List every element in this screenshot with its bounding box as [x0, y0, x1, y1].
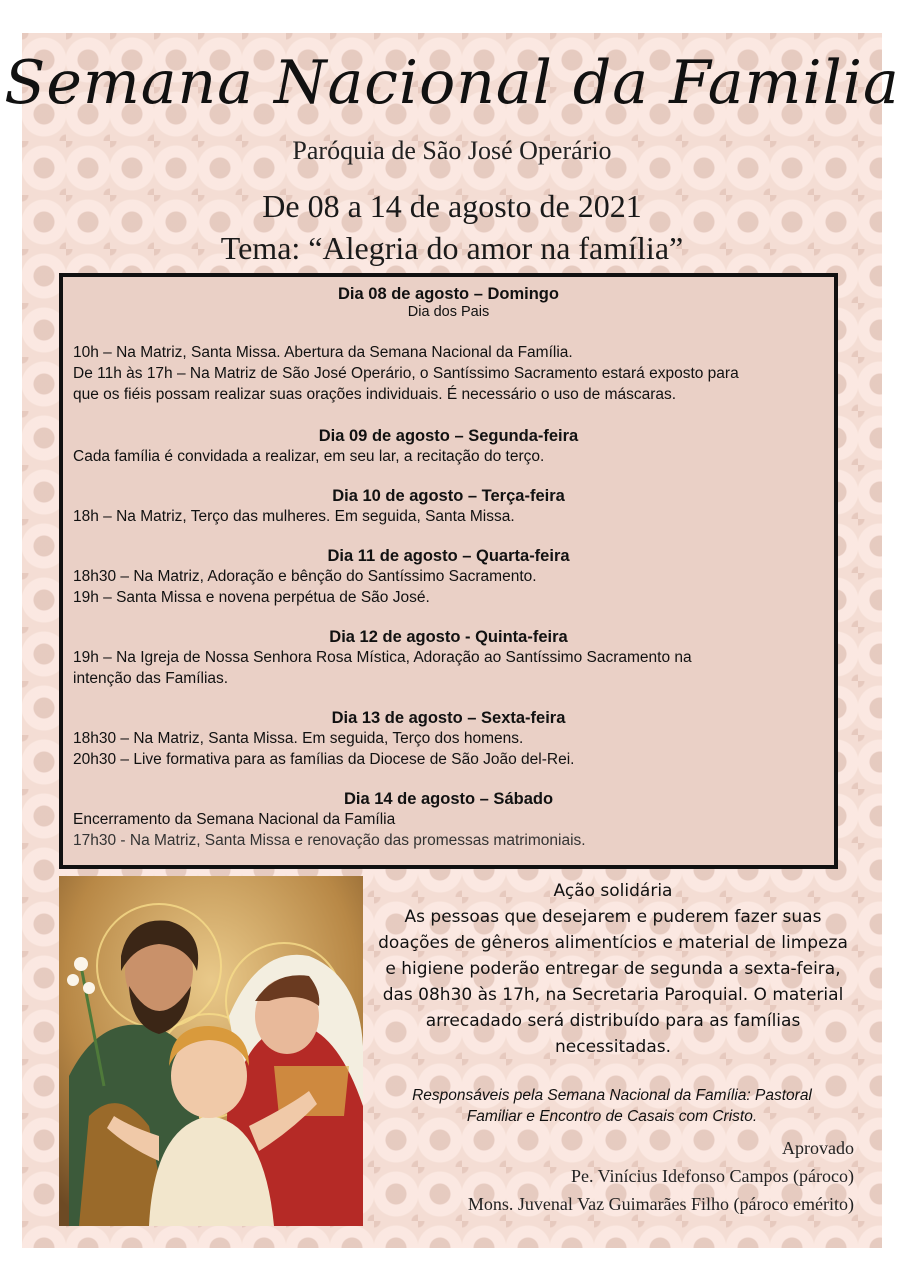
approval-label: Aprovado: [782, 1138, 854, 1158]
approver-name: Mons. Juvenal Vaz Guimarães Filho (pároco emérito): [467, 1194, 854, 1214]
solidarity-line: das 08h30 às 17h, na Secretaria Paroquial. O material: [382, 985, 844, 1005]
day-11: [63, 527, 834, 608]
schedule-line: De 11h às 17h – Na Matriz de São José Operário, o Santíssimo Sacramento estará exposto para: [73, 365, 739, 382]
day-13: [63, 689, 834, 770]
solidarity-line: As pessoas que desejarem e puderem fazer suas: [404, 907, 822, 927]
day-heading: Dia 14 de agosto – Sábado: [343, 790, 554, 808]
schedule-line: Cada família é convidada a realizar, em seu lar, a recitação do terço.: [73, 448, 545, 465]
responsible-line: Responsáveis pela Semana Nacional da Família: Pastoral: [412, 1087, 812, 1104]
schedule-line: 18h – Na Matriz, Terço das mulheres. Em seguida, Santa Missa.: [73, 508, 515, 525]
day-heading: Dia 10 de agosto – Terça-feira: [332, 487, 565, 505]
schedule-line: 18h30 – Na Matriz, Santa Missa. Em seguida, Terço dos homens.: [73, 730, 524, 747]
solidarity-title: Ação solidária: [553, 881, 673, 901]
schedule-box: [59, 273, 838, 869]
schedule-line: 20h30 – Live formativa para as famílias da Diocese de São João del-Rei.: [73, 751, 575, 768]
solidarity-line: e higiene poderão entregar de segunda a sexta-feira,: [385, 959, 841, 979]
schedule-line: intenção das Famílias.: [73, 670, 229, 687]
solidarity-section: [366, 878, 860, 1060]
day-heading: Dia 11 de agosto – Quarta-feira: [327, 547, 570, 565]
schedule-line: 18h30 – Na Matriz, Adoração e bênção do Santíssimo Sacramento.: [73, 568, 537, 585]
day-heading: Dia 09 de agosto – Segunda-feira: [318, 427, 579, 445]
solidarity-line: doações de gêneros alimentícios e material de limpeza: [378, 933, 848, 953]
day-12: [63, 608, 834, 689]
day-heading: Dia 08 de agosto – Domingo: [338, 285, 559, 303]
day-heading: Dia 13 de agosto – Sexta-feira: [331, 709, 566, 727]
schedule-line: 19h – Santa Missa e novena perpétua de São José.: [73, 589, 430, 606]
schedule-line: 10h – Na Matriz, Santa Missa. Abertura da Semana Nacional da Família.: [73, 344, 573, 361]
schedule-line: 17h30 - Na Matriz, Santa Missa e renovação das promessas matrimoniais.: [73, 832, 586, 849]
day-08: [63, 277, 834, 405]
day-heading: Dia 12 de agosto - Quinta-feira: [329, 628, 568, 646]
event-dates: De 08 a 14 de agosto de 2021: [262, 188, 642, 224]
day-subheading: Dia dos Pais: [407, 304, 490, 320]
schedule-line: que os fiéis possam realizar suas orações individuais. É necessário o uso de máscaras.: [73, 386, 677, 403]
solidarity-line: necessitadas.: [554, 1037, 672, 1057]
event-theme: Tema: “Alegria do amor na família”: [220, 230, 684, 266]
responsible-note: [370, 1085, 854, 1127]
day-09: [63, 405, 834, 467]
day-14: [63, 770, 834, 851]
parish-name: Paróquia de São José Operário: [292, 136, 612, 165]
responsible-line: Familiar e Encontro de Casais com Cristo.: [466, 1108, 758, 1125]
holy-family-image: [59, 876, 363, 1226]
schedule-line: Encerramento da Semana Nacional da Família: [73, 811, 396, 828]
approval-block: [374, 1134, 854, 1218]
day-10: [63, 467, 834, 527]
poster-title: Semana Nacional da Familia: [4, 48, 900, 118]
solidarity-line: arrecadado será distribuído para as famílias: [425, 1011, 801, 1031]
schedule-line: 19h – Na Igreja de Nossa Senhora Rosa Mística, Adoração ao Santíssimo Sacramento na: [73, 649, 692, 666]
approver-name: Pe. Vinícius Idefonso Campos (pároco): [570, 1166, 854, 1186]
